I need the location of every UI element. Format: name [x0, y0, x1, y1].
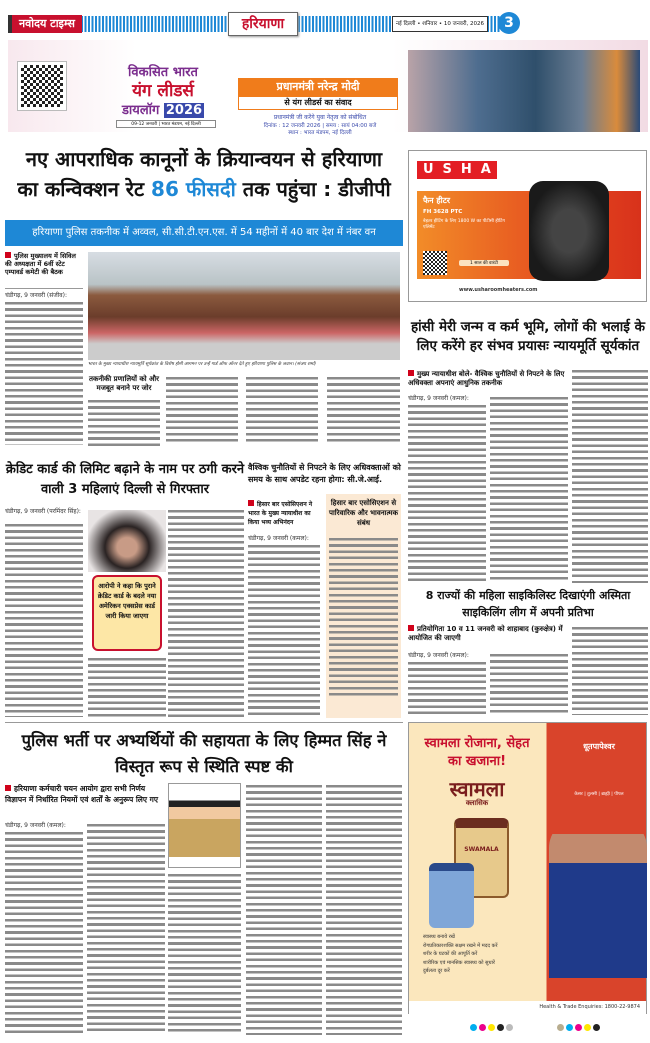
cji-body-col1	[408, 403, 486, 583]
qr-code	[18, 62, 66, 110]
credit-body-col3	[168, 508, 244, 718]
cji-body-col3	[572, 368, 648, 583]
cycling-body-col3	[572, 625, 648, 715]
section-title: हरियाणा	[228, 12, 298, 36]
credit-card-headline: क्रेडिट कार्ड की लिमिट बढ़ाने के नाम पर ठगी करने वाली 3 महिलाएं दिल्ली से गिरफ्तार	[5, 462, 245, 497]
ad-samvad: से यंग लीडर्स का संवाद	[238, 96, 398, 110]
benefit-item: दुर्बलता दूर करें	[423, 968, 450, 974]
usha-logo: USHA	[417, 161, 497, 179]
lead-body-col3	[166, 375, 238, 445]
cji-update-bullet	[248, 500, 320, 527]
police-body-col1	[5, 830, 83, 1035]
credit-dateline: चंडीगढ़, 9 जनवरी (परमिंदर सिंह):	[5, 508, 83, 515]
benefit-item: रोगप्रतिकारशक्ति सक्षम रखने में मदद करें	[423, 942, 498, 949]
lead-sidebar-bullet	[5, 252, 83, 276]
cji-update-headline: वैश्विक चुनौतियों से निपटने के लिए अधिवक्ताओं को समय के साथ अपडेट रहना होगा: सी.जे.आई.	[248, 463, 401, 484]
hisar-box-body	[329, 536, 398, 696]
swamala-tagline: स्वामला रोजाना, सेहत का खजाना!	[424, 736, 530, 769]
lead-crosshead: तकनीकी प्रणालियों को और मजबूत बनाने पर जोर	[88, 375, 160, 392]
benefit-item: शरीर के घटकों की आपूर्ति करें	[423, 951, 478, 957]
bullet-text: प्रतियोगिता 10 व 11 जनवरी को शाहाबाद (कुरुक्षेत्र) में आयोजित की जाएगी	[408, 625, 563, 642]
usha-url: www.usharoomheaters.com	[459, 287, 538, 293]
usha-model: FH 3628 PTC	[423, 209, 463, 215]
ad-when: दिनांक : 12 जनवरी 2026 | समय : सायं 04:00 बजे	[263, 123, 377, 129]
lead-body-col4	[246, 375, 318, 445]
credit-quote-box: आरोपी ने कहा कि पुराने क्रेडिट कार्ड के बदले नया अमेरिकन एक्सप्रेस कार्ड जारी किया जाएगा	[92, 575, 162, 651]
police-body-col2	[87, 822, 165, 1035]
ad-pm-name: प्रधानमंत्री नरेन्द्र मोदी	[238, 78, 398, 96]
usha-warranty: 1 साल की वारंटी	[459, 260, 509, 266]
usha-product: फैन हीटर	[423, 196, 451, 205]
cji-headline: हांसी मेरी जन्म व कर्म भूमि, लोगों की भलाई के लिए करेंगे हर संभव प्रयासः न्यायमूर्ति सूर्यकांत	[411, 319, 645, 354]
cji-bullet	[408, 370, 568, 388]
lead-headline-line1: नए आपराधिक कानूनों के क्रियान्वयन से हरियाणा	[25, 147, 383, 171]
ad-dialogue: डायलॉग	[121, 103, 160, 118]
police-headline: पुलिस भर्ती पर अभ्यर्थियों की सहायता के लिए हिम्मत सिंह ने विस्तृत रूप से स्थिति स्पष्ट की	[21, 731, 387, 776]
police-cartoon	[168, 783, 241, 868]
ad-where: स्थान : भारत मंडपम, नई दिल्ली	[288, 130, 352, 136]
hisar-bar-box	[326, 494, 401, 718]
logo: नवोदय टाइम्स	[8, 15, 82, 33]
police-body-col4	[246, 783, 322, 1035]
lead-headline	[5, 144, 403, 204]
police-body-col5	[326, 783, 402, 1035]
lead-headline-line2	[5, 174, 403, 204]
jar-label: SWAMALA	[464, 846, 499, 853]
bullet-text: पुलिस मुख्यालय में सिविल की अध्यक्षता में 6वीं स्टेट एम्पावर्ड कमेटी की बैठक	[5, 252, 76, 276]
police-bullet	[5, 783, 165, 805]
swamala-helpline: Health & Trade Enquiries: 1800-22-9874	[409, 1001, 646, 1014]
divider	[5, 722, 403, 723]
ad-address: प्रधानमंत्री जी करेंगे युवा नेतृत्व को संबोधित	[273, 114, 367, 121]
lead-headline-part: तक पहुंचा : डीजीपी	[242, 177, 391, 201]
page-number: 3	[498, 12, 520, 34]
cycling-body-col2	[490, 652, 568, 715]
benefit-item: स्वास्थ्य बनाये रखें	[423, 934, 455, 940]
cji-update-body	[248, 543, 320, 718]
lead-headline-part: का कन्विक्शन रेट	[17, 177, 145, 201]
color-registration-marks	[470, 1024, 650, 1034]
endorser-photo	[549, 818, 647, 978]
cycling-dateline: चंडीगढ़, 9 जनवरी (कमल):	[408, 652, 486, 659]
bullet-text: हिसार बार एसोसिएशन ने भारत के मुख्य न्यायाधीश का किया भव्य अभिनंदन	[248, 501, 313, 526]
cji-update-dateline: चंडीगढ़, 9 जनवरी (कमल):	[248, 535, 320, 542]
benefit-item: शारीरिक एवं मानसिक स्वास्थ्य को सुधारें	[423, 959, 495, 966]
maker-logo: धूतपापेश्वर	[583, 742, 615, 751]
swamala-variant: क्लासिक	[465, 799, 489, 807]
cycling-body-col1	[408, 660, 486, 715]
lead-dateline: चंडीगढ़, 9 जनवरी (संजीव):	[5, 292, 83, 299]
cji-body-col2	[490, 395, 568, 583]
lead-subhead: हरियाणा पुलिस तकनीक में अव्वल, सी.सी.टी.एन.एस. में 54 महीनों में 40 बार देश में नंबर वन	[5, 220, 403, 246]
swamala-ad	[408, 722, 647, 1014]
masthead	[0, 10, 650, 40]
date-line: नई दिल्ली • शनिवार • 10 जनवरी, 2026	[392, 16, 488, 32]
swamala-benefits	[423, 933, 543, 976]
usha-qr	[423, 251, 447, 275]
lead-photo-guard-of-honour	[88, 252, 400, 360]
usha-desc: बेहतर हीटिंग के लिए 1800 W का पीटीसी हीटिंग एलिमेंट	[423, 219, 505, 230]
usha-heater-ad	[408, 150, 647, 302]
heater-image	[529, 181, 609, 281]
divider	[5, 288, 83, 289]
ad-photo-students	[408, 50, 640, 132]
ad-title-1: विकसित भारत	[128, 65, 198, 80]
lead-body-col1	[5, 300, 83, 445]
lead-headline-highlight: 86 फीसदी	[151, 177, 236, 201]
ad-title-2: यंग लीडर्स	[132, 81, 194, 101]
handcuffed-woman-photo	[88, 510, 166, 572]
young-leaders-ad	[8, 40, 648, 136]
herbs-list: केसर | तुलसी | ब्राह्मी | पीपल	[574, 792, 624, 797]
lead-body-col2	[88, 398, 160, 446]
lead-photo-caption: भारत के मुख्य न्यायाधीश न्यायमूर्ति सूर्यकांत के विशेष होमी आगमन पर उन्हें गार्ड ऑफ ऑनर देते हुए हरियाणा पुलिस के जवान। (संजय शर्मा)	[88, 362, 316, 367]
lead-body-col5	[327, 375, 400, 445]
police-dateline: चंडीगढ़, 9 जनवरी (कमल):	[5, 822, 83, 829]
ad-title-3	[108, 100, 218, 118]
ad-year: 2026	[165, 103, 203, 118]
ad-venue: 09-12 जनवरी | भारत मंडपम, नई दिल्ली	[116, 120, 216, 128]
hisar-box-title: हिसार बार एसोसिएशन से पारिवारिक और भावनात्मक संबंध	[329, 499, 398, 527]
cycling-headline: 8 राज्यों की महिला साइकिलिस्ट दिखाएंगी अस्मिता साइकिलिंग लीग में अपनी प्रतिभा	[425, 589, 631, 619]
cycling-bullet	[408, 625, 563, 643]
bullet-text: मुख्य न्यायाधीश बोले- वैश्विक चुनौतियों से निपटने के लिए अधिवक्ता अपनाएं आधुनिक तकनीक	[408, 370, 565, 387]
swamala-brand: स्वामला	[449, 777, 505, 801]
credit-body-col2	[88, 656, 166, 718]
police-body-col3	[168, 872, 241, 1035]
swamala-jar-blue	[429, 863, 474, 928]
bullet-text: हरियाणा कर्मचारी चयन आयोग द्वारा सभी निर्णय विज्ञापन में निर्धारित नियमों एवं शर्तों के अनुरूप लिए गए	[5, 784, 159, 804]
credit-body-col1	[5, 522, 83, 717]
cji-dateline: चंडीगढ़, 9 जनवरी (कमल):	[408, 395, 486, 402]
